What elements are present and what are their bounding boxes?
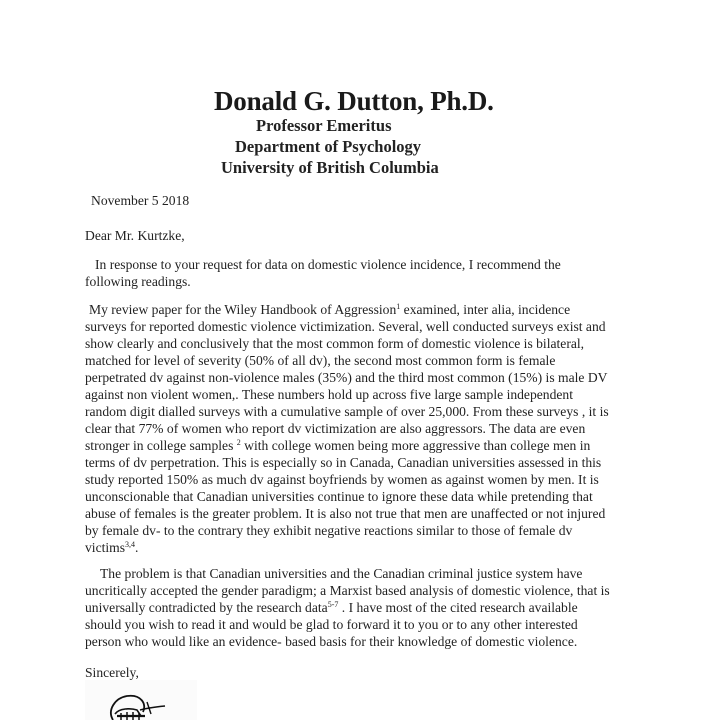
text-fragment: with college women being more aggressive than college men in [240,438,591,453]
paragraph-problem [85,565,685,650]
letter-date: November 5 2018 [91,193,190,208]
text-line: following readings. [85,274,191,289]
text-line [85,301,685,318]
text-line: clear that 77% of women who report dv victimization are also aggressors. The data are even [85,421,586,436]
signature-mark [85,680,197,720]
author-title: Professor Emeritus [256,116,392,135]
author-university: University of British Columbia [221,158,439,177]
signature [85,680,197,720]
text-line: The problem is that Canadian universities and the Canadian criminal justice system have [100,566,583,581]
text-line: show clearly and conclusively that the most common form of domestic violence is bilateral, [85,336,585,351]
text-fragment: examined, inter alia, incidence [400,302,571,317]
text-line: random digit dialled surveys with a cumulative sample of over 25,000. From these surveys , it is [85,404,609,419]
text-line: abuse of females is the greater problem. It is also not true that men are unaffected or not injured [85,506,606,521]
text-line: study reported 150% as much dv against boyfriends by women as against women by men. It is [85,472,599,487]
text-line: surveys for reported domestic violence victimization. Several, well conducted surveys exist and [85,319,606,334]
text-fragment: My review paper for the Wiley Handbook of Aggression [89,302,397,317]
reference-marker: 3,4 [125,540,136,549]
text-line: against non violent women,. These numbers hold up across five large sample independent [85,387,574,402]
closing: Sincerely, [85,665,139,680]
text-fragment: . I have most of the cited research available [338,600,578,615]
paragraph-intro [85,256,685,290]
reference-marker: 2 [236,438,241,447]
paragraph-review [85,301,685,556]
text-fragment: universally contradicted by the research data [85,600,328,615]
text-fragment: . [135,540,139,555]
text-line: terms of dv perpetration. This is especially so in Canada, Canadian universities assessed in this [85,455,602,470]
author-name: Donald G. Dutton, Ph.D. [214,86,494,116]
text-line [85,437,685,454]
text-fragment: stronger in college samples [85,438,237,453]
text-line: person who would like an evidence- based basis for their knowledge of domestic violence. [85,634,578,649]
text-line: by female dv- to the contrary they exhibit negative reactions similar to those of female dv [85,523,573,538]
text-line: matched for level of severity (50% of all dv), the second most common form is female [85,353,556,368]
text-line: In response to your request for data on domestic violence incidence, I recommend the [95,257,561,272]
salutation: Dear Mr. Kurtzke, [85,228,185,243]
author-department: Department of Psychology [235,137,422,156]
reference-marker: 1 [396,302,401,311]
text-line: perpetrated dv against non-violence males (35%) and the third most common (15%) is male DV [85,370,608,385]
text-line [85,539,685,556]
text-line: should you wish to read it and would be glad to forward it to you or to any other interested [85,617,578,632]
text-fragment: victims [85,540,126,555]
text-line: uncritically accepted the gender paradigm; a Marxist based analysis of domestic violence, that is [85,583,610,598]
text-line [85,599,685,616]
reference-marker: 5-7 [327,600,339,609]
text-line: unconscionable that Canadian universities continue to ignore these data while pretending that [85,489,593,504]
